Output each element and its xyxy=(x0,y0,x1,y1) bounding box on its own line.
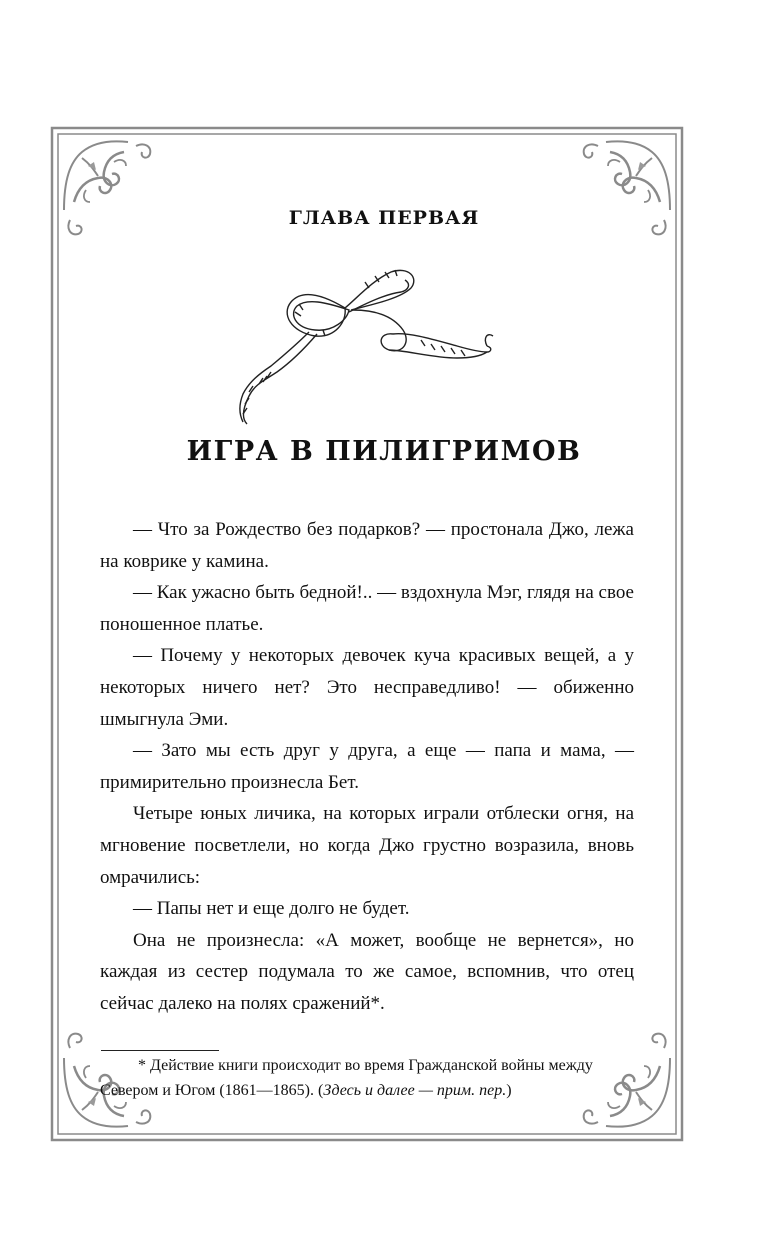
paragraph: Она не произнесла: «А может, вообще не вернется», но каждая из сестер подумала то же самое, вспомнив, что отец сейчас далеко на полях сражений*. xyxy=(100,929,634,1014)
paragraph: — Почему у некоторых девочек куча красивых вещей, а у некоторых ничего нет? Это несправедливо! — обиженно шмыгнула Эми. xyxy=(100,645,634,730)
chapter-title: ИГРА В ПИЛИГРИМОВ xyxy=(186,436,582,467)
footnote-editor-note: Здесь и далее — прим. пер. xyxy=(323,1082,507,1099)
footnote-text: * Действие книги происходит во время Гражданской войны между Севером и Югом (1861—1865). ( xyxy=(100,1057,593,1099)
paragraph: — Что за Рождество без подарков? — простонала Джо, лежа на коврике у камина. xyxy=(100,519,634,572)
paragraph: — Папы нет и еще долго не будет. xyxy=(133,898,410,920)
footnote xyxy=(100,1053,632,1103)
footnote-close-paren: ) xyxy=(506,1082,512,1099)
ribbon-bow-illustration xyxy=(225,258,515,428)
paragraph: — Как ужасно быть бедной!.. — вздохнула Мэг, глядя на свое поношенное платье. xyxy=(100,582,634,635)
chapter-number-heading: ГЛАВА ПЕРВАЯ xyxy=(288,207,480,229)
footnote-rule xyxy=(101,1050,219,1051)
paragraph: Четыре юных личика, на которых играли отблески огня, на мгновение посветлели, но когда Джо грустно возразила, вновь омрачились: xyxy=(100,803,634,888)
paragraph: — Зато мы есть друг у друга, а еще — папа и мама, — примирительно произнесла Бет. xyxy=(100,740,634,793)
chapter-body xyxy=(100,514,634,1020)
